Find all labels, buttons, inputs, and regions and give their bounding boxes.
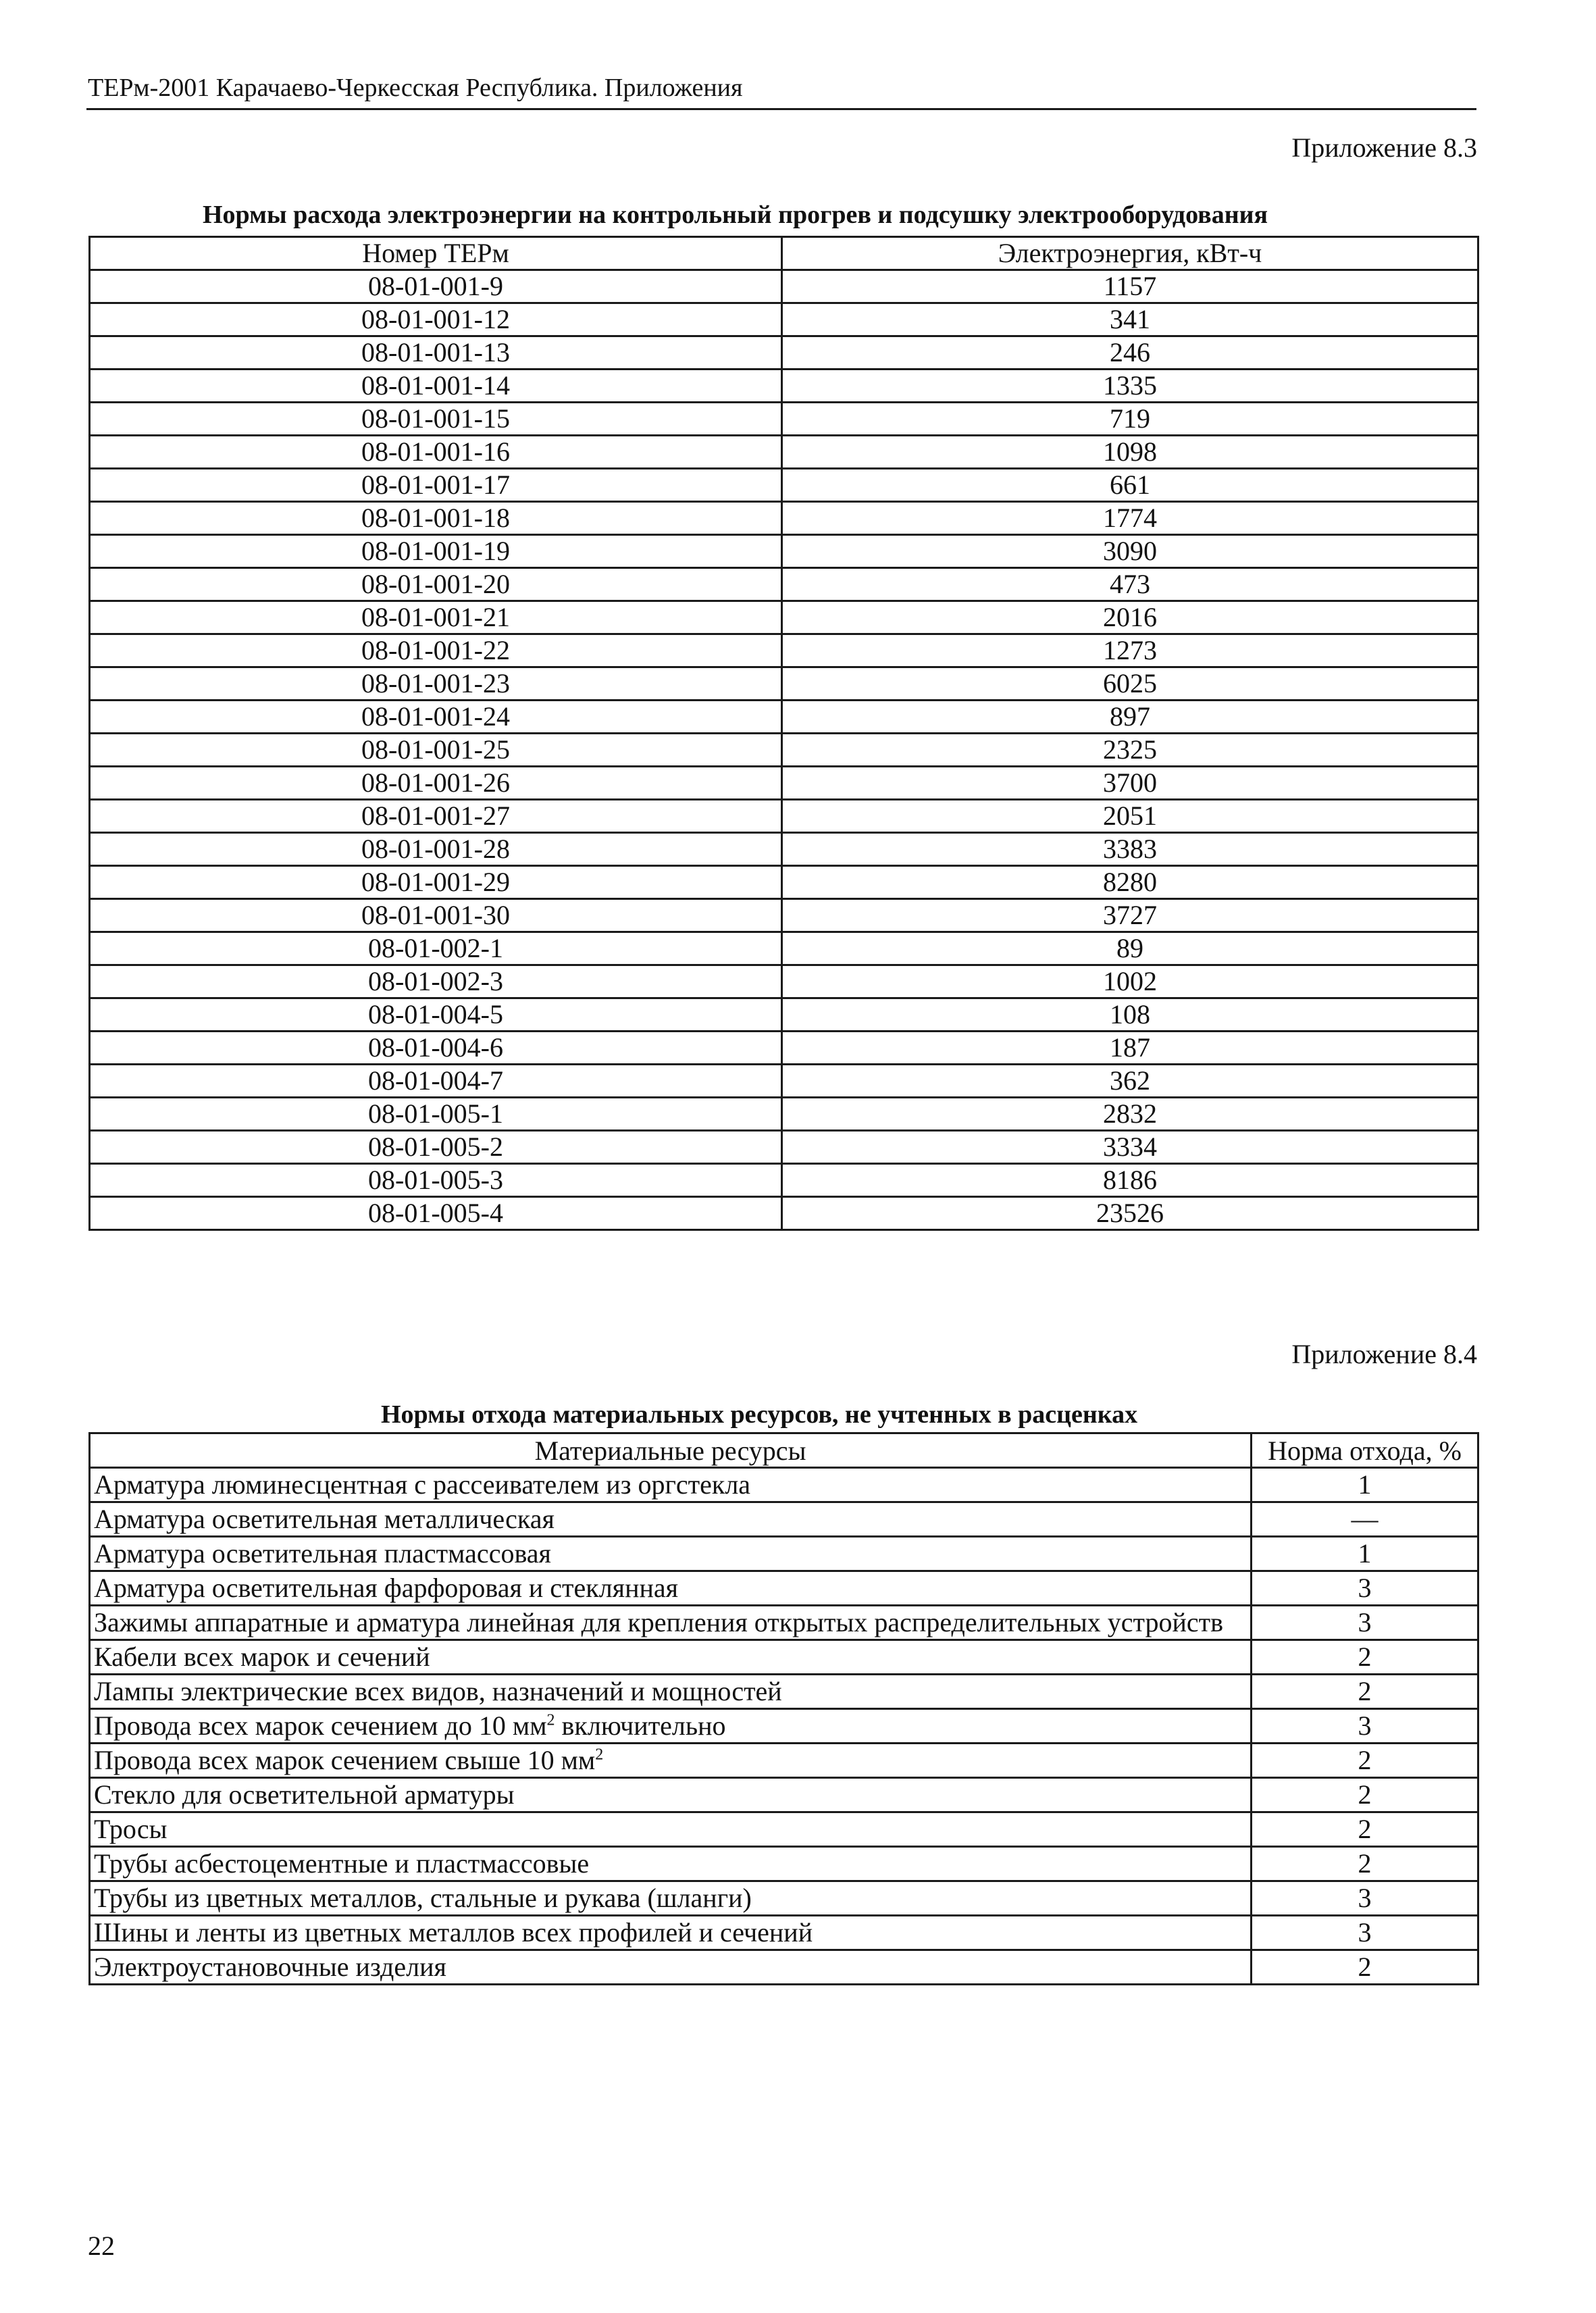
material-name-cell (90, 1709, 1252, 1744)
table-row (90, 1709, 1478, 1744)
table-row (90, 1164, 1478, 1197)
electricity-value-cell: 341 (782, 303, 1478, 336)
material-name-text: Лампы электрические всех видов, назначений и мощностей (94, 1676, 782, 1706)
waste-norm-cell: 2 (1252, 1950, 1478, 1985)
table-row (90, 767, 1478, 800)
electricity-value-cell: 1774 (782, 502, 1478, 535)
term-number-cell: 08-01-001-24 (90, 701, 782, 734)
table-row (90, 1468, 1478, 1502)
material-name-text: Арматура осветительная фарфоровая и стеклянная (94, 1573, 679, 1603)
electricity-value-cell: 1273 (782, 634, 1478, 667)
term-number-cell: 08-01-001-16 (90, 436, 782, 469)
table-row (90, 800, 1478, 833)
table-row (90, 1537, 1478, 1571)
term-number-cell: 08-01-002-1 (90, 932, 782, 965)
term-number-cell: 08-01-001-30 (90, 899, 782, 932)
table-row (90, 1847, 1478, 1881)
term-number-cell: 08-01-001-13 (90, 336, 782, 370)
table-row (90, 866, 1478, 899)
table-row (90, 336, 1478, 370)
electricity-value-cell: 719 (782, 403, 1478, 436)
term-number-cell: 08-01-001-23 (90, 667, 782, 701)
term-number-cell: 08-01-005-4 (90, 1197, 782, 1230)
material-name-cell (90, 1571, 1252, 1606)
table-row (90, 1502, 1478, 1537)
column-header-materials: Материальные ресурсы (90, 1433, 1252, 1468)
material-name-text: Тросы (94, 1814, 168, 1844)
waste-norm-cell: 2 (1252, 1847, 1478, 1881)
term-number-cell: 08-01-001-28 (90, 833, 782, 866)
term-number-cell: 08-01-002-3 (90, 965, 782, 998)
term-number-cell: 08-01-005-2 (90, 1131, 782, 1164)
table-row (90, 436, 1478, 469)
table-row (90, 1778, 1478, 1812)
waste-norm-cell: 3 (1252, 1571, 1478, 1606)
electricity-value-cell: 6025 (782, 667, 1478, 701)
material-name-cell (90, 1950, 1252, 1985)
column-header-electricity: Электроэнергия, кВт-ч (782, 237, 1478, 270)
waste-norm-cell: 2 (1252, 1675, 1478, 1709)
table-row (90, 965, 1478, 998)
waste-norm-cell: 2 (1252, 1778, 1478, 1812)
material-name-text: Провода всех марок сечением до 10 мм (94, 1710, 547, 1741)
material-name-text: Провода всех марок сечением свыше 10 мм (94, 1745, 596, 1775)
material-name-text: Зажимы аппаратные и арматура линейная для крепления открытых распределительных устройств (94, 1607, 1223, 1637)
material-waste-table (88, 1432, 1479, 1985)
table-row (90, 370, 1478, 403)
term-number-cell: 08-01-001-20 (90, 568, 782, 601)
table-row (90, 1197, 1478, 1230)
material-name-text: Арматура люминесцентная с рассеивателем из оргстекла (94, 1469, 751, 1500)
table-row (90, 932, 1478, 965)
electricity-value-cell: 3727 (782, 899, 1478, 932)
term-number-cell: 08-01-005-1 (90, 1098, 782, 1131)
waste-norm-cell: 3 (1252, 1606, 1478, 1640)
table-row (90, 568, 1478, 601)
material-name-cell (90, 1847, 1252, 1881)
electricity-value-cell: 1098 (782, 436, 1478, 469)
material-name-text: Шины и ленты из цветных металлов всех профилей и сечений (94, 1917, 813, 1948)
electricity-value-cell: 8186 (782, 1164, 1478, 1197)
table-row (90, 734, 1478, 767)
electricity-value-cell: 108 (782, 998, 1478, 1032)
table-row (90, 601, 1478, 634)
term-number-cell: 08-01-001-12 (90, 303, 782, 336)
table-row (90, 303, 1478, 336)
table-row (90, 502, 1478, 535)
electricity-value-cell: 89 (782, 932, 1478, 965)
term-number-cell: 08-01-001-21 (90, 601, 782, 634)
table-row (90, 535, 1478, 568)
term-number-cell: 08-01-001-25 (90, 734, 782, 767)
table-row (90, 1098, 1478, 1131)
table-row (90, 1812, 1478, 1847)
waste-norm-cell: 2 (1252, 1744, 1478, 1778)
table-row (90, 634, 1478, 667)
column-header-term-number: Номер ТЕРм (90, 237, 782, 270)
term-number-cell: 08-01-001-27 (90, 800, 782, 833)
material-name-text: Трубы из цветных металлов, стальные и рукава (шланги) (94, 1883, 752, 1913)
material-name-text: Электроустановочные изделия (94, 1952, 446, 1982)
material-name-text: Кабели всех марок и сечений (94, 1642, 430, 1672)
electricity-value-cell: 661 (782, 469, 1478, 502)
material-name-text: Арматура осветительная пластмассовая (94, 1538, 551, 1569)
material-name-cell (90, 1744, 1252, 1778)
material-name-cell (90, 1537, 1252, 1571)
material-name-suffix: включительно (555, 1710, 726, 1741)
term-number-cell: 08-01-001-29 (90, 866, 782, 899)
term-number-cell: 08-01-004-7 (90, 1065, 782, 1098)
electricity-norms-body (90, 270, 1478, 1230)
superscript-unit: 2 (546, 1711, 555, 1729)
electricity-value-cell: 2016 (782, 601, 1478, 634)
material-name-cell (90, 1881, 1252, 1916)
term-number-cell: 08-01-001-9 (90, 270, 782, 303)
appendix-8-4-title: Нормы отхода материальных ресурсов, не учтенных в расценках (381, 1400, 1138, 1429)
material-name-text: Трубы асбестоцементные и пластмассовые (94, 1848, 590, 1879)
table-row (90, 1640, 1478, 1675)
electricity-value-cell: 23526 (782, 1197, 1478, 1230)
table-row (90, 833, 1478, 866)
table-row (90, 1675, 1478, 1709)
table-row (90, 1065, 1478, 1098)
appendix-8-3-label: Приложение 8.3 (1291, 132, 1477, 163)
material-name-cell (90, 1916, 1252, 1950)
table-row (90, 1950, 1478, 1985)
table-row (90, 1032, 1478, 1065)
electricity-value-cell: 1335 (782, 370, 1478, 403)
electricity-value-cell: 3383 (782, 833, 1478, 866)
term-number-cell: 08-01-001-17 (90, 469, 782, 502)
waste-norm-cell: 3 (1252, 1709, 1478, 1744)
table-row (90, 1916, 1478, 1950)
electricity-value-cell: 2325 (782, 734, 1478, 767)
page-number: 22 (88, 2231, 115, 2261)
term-number-cell: 08-01-001-14 (90, 370, 782, 403)
table-row (90, 1571, 1478, 1606)
electricity-value-cell: 1002 (782, 965, 1478, 998)
appendix-8-3-title: Нормы расхода электроэнергии на контрольный прогрев и подсушку электрооборудования (203, 201, 1268, 229)
term-number-cell: 08-01-001-26 (90, 767, 782, 800)
material-name-text: Арматура осветительная металлическая (94, 1504, 555, 1534)
running-header: ТЕРм-2001 Карачаево-Черкесская Республика. Приложения (88, 74, 743, 102)
electricity-value-cell: 187 (782, 1032, 1478, 1065)
table-row (90, 701, 1478, 734)
electricity-value-cell: 897 (782, 701, 1478, 734)
material-name-cell (90, 1778, 1252, 1812)
waste-norm-cell: 3 (1252, 1881, 1478, 1916)
table-row (90, 1606, 1478, 1640)
electricity-value-cell: 362 (782, 1065, 1478, 1098)
term-number-cell: 08-01-004-6 (90, 1032, 782, 1065)
table-row (90, 667, 1478, 701)
electricity-value-cell: 2832 (782, 1098, 1478, 1131)
material-name-cell (90, 1606, 1252, 1640)
table-row (90, 1744, 1478, 1778)
table-header-row (90, 1433, 1478, 1468)
electricity-norms-table (88, 236, 1479, 1231)
table-row (90, 469, 1478, 502)
term-number-cell: 08-01-005-3 (90, 1164, 782, 1197)
material-waste-body (90, 1468, 1478, 1985)
column-header-waste-norm: Норма отхода, % (1252, 1433, 1478, 1468)
electricity-value-cell: 3090 (782, 535, 1478, 568)
waste-norm-cell: 2 (1252, 1812, 1478, 1847)
electricity-value-cell: 3334 (782, 1131, 1478, 1164)
table-row (90, 1881, 1478, 1916)
electricity-value-cell: 8280 (782, 866, 1478, 899)
term-number-cell: 08-01-001-18 (90, 502, 782, 535)
electricity-value-cell: 2051 (782, 800, 1478, 833)
electricity-value-cell: 246 (782, 336, 1478, 370)
superscript-unit: 2 (595, 1746, 604, 1764)
term-number-cell: 08-01-001-19 (90, 535, 782, 568)
term-number-cell: 08-01-004-5 (90, 998, 782, 1032)
material-name-text: Стекло для осветительной арматуры (94, 1779, 515, 1810)
table-header-row (90, 237, 1478, 270)
electricity-value-cell: 473 (782, 568, 1478, 601)
material-name-cell (90, 1675, 1252, 1709)
waste-norm-cell: — (1252, 1502, 1478, 1537)
material-name-cell (90, 1640, 1252, 1675)
electricity-value-cell: 3700 (782, 767, 1478, 800)
table-row (90, 403, 1478, 436)
waste-norm-cell: 1 (1252, 1468, 1478, 1502)
table-row (90, 899, 1478, 932)
waste-norm-cell: 2 (1252, 1640, 1478, 1675)
term-number-cell: 08-01-001-22 (90, 634, 782, 667)
waste-norm-cell: 1 (1252, 1537, 1478, 1571)
table-row (90, 998, 1478, 1032)
term-number-cell: 08-01-001-15 (90, 403, 782, 436)
table-row (90, 270, 1478, 303)
header-rule (86, 108, 1476, 110)
electricity-value-cell: 1157 (782, 270, 1478, 303)
appendix-8-4-label: Приложение 8.4 (1291, 1339, 1477, 1369)
material-name-cell (90, 1468, 1252, 1502)
table-row (90, 1131, 1478, 1164)
waste-norm-cell: 3 (1252, 1916, 1478, 1950)
material-name-cell (90, 1812, 1252, 1847)
material-name-cell (90, 1502, 1252, 1537)
